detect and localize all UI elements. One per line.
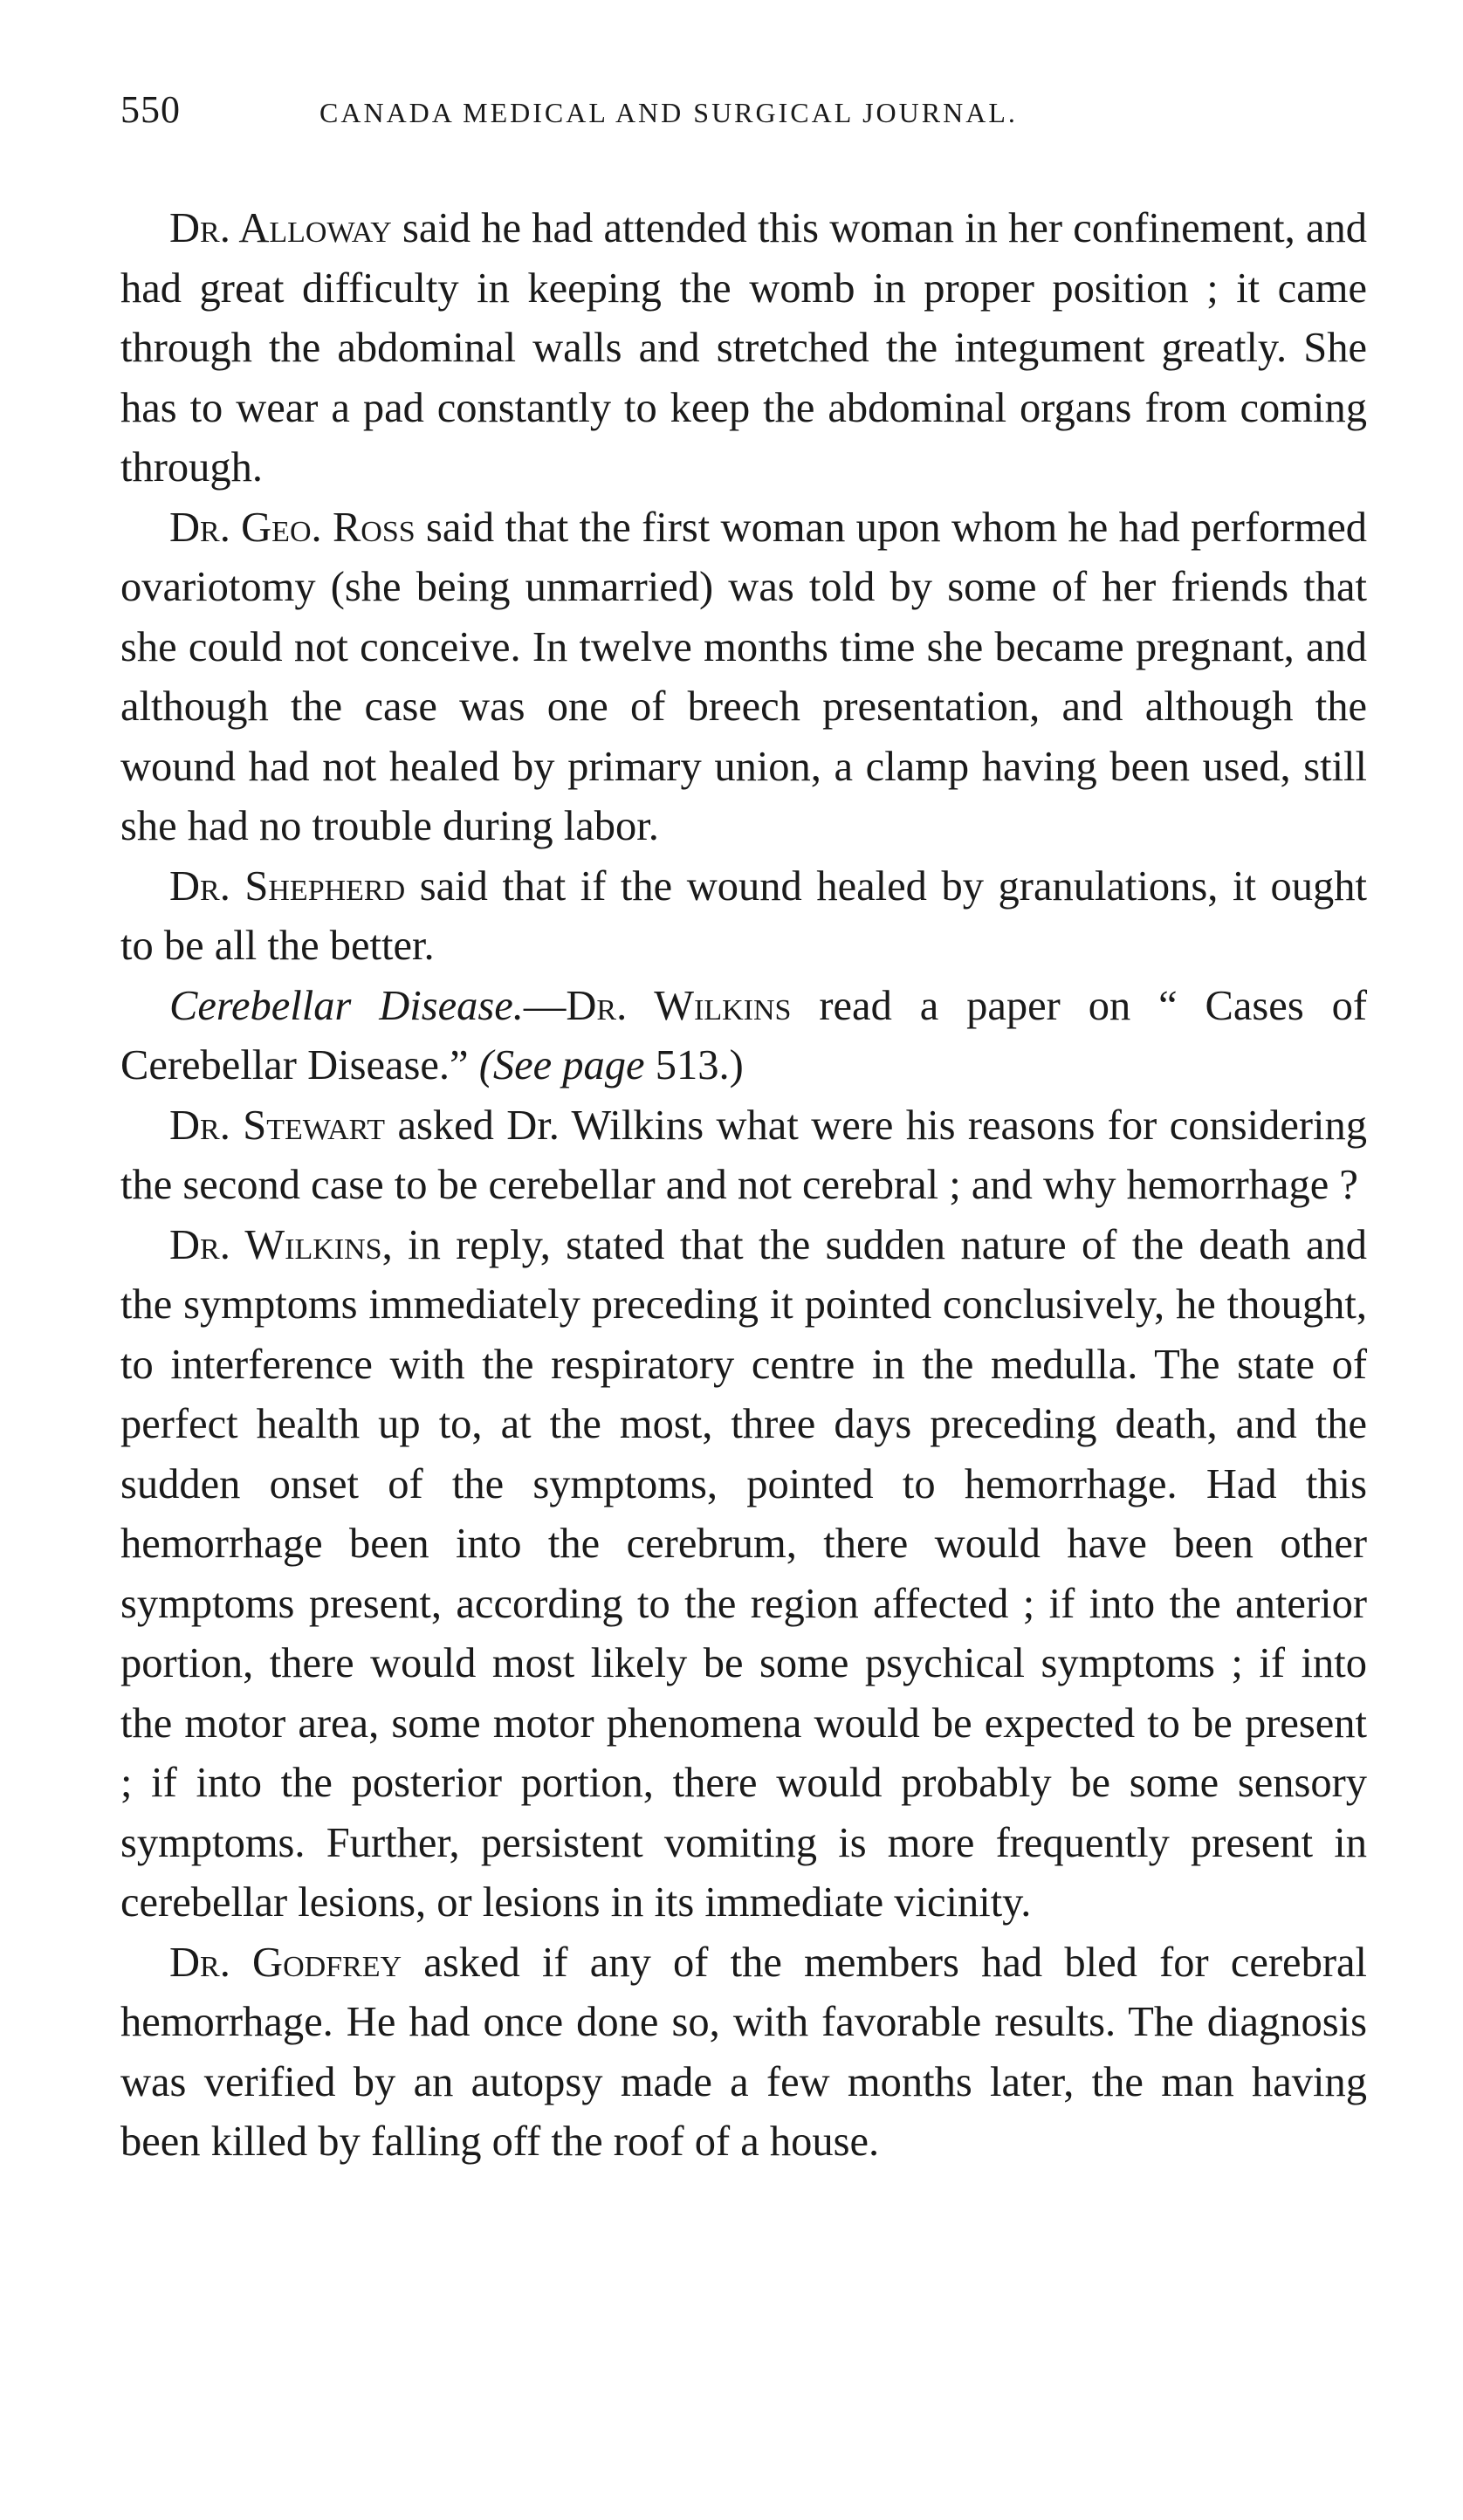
paragraph-text: asked Dr. Wilkins what were his reasons for considering the second case to be cerebellar and not cerebral ; and why hemorrhage ? [120, 1102, 1367, 1208]
paragraph-wilkins-reply [120, 1216, 1367, 1933]
speaker-name: Dr. Shepherd [169, 862, 406, 910]
speaker-name: Dr. Godfrey [169, 1939, 402, 1986]
page-reference-number: 513.) [644, 1042, 744, 1088]
body-text [120, 199, 1367, 2173]
speaker-name: Dr. Geo. Ross [169, 504, 416, 551]
running-head [120, 87, 1367, 148]
journal-title: CANADA MEDICAL AND SURGICAL JOURNAL. [319, 97, 1018, 128]
paragraph-shepherd [120, 857, 1367, 977]
journal-page [120, 87, 1367, 2173]
page-reference-see: See page [492, 1042, 645, 1088]
page-number: 550 [120, 88, 181, 131]
paragraph-ross [120, 498, 1367, 857]
em-dash: — [523, 982, 567, 1029]
section-title: Cerebellar Disease. [169, 982, 524, 1029]
paragraph-godfrey [120, 1933, 1367, 2173]
paragraph-alloway [120, 199, 1367, 498]
paragraph-stewart [120, 1096, 1367, 1216]
paragraph-text: said that if the wound healed by granulations, it ought to be all the better. [120, 862, 1367, 969]
speaker-name: Dr. Stewart [169, 1102, 386, 1149]
paragraph-text: asked if any of the members had bled for cerebral hemorrhage. He had once done so, with favorable results. The diagnosis was verified by an autopsy made a few months later, the man having been killed by falling off the roof of a house. [120, 1939, 1367, 2165]
paragraph-text: , in reply, stated that the sudden nature of the death and the symptoms immediately preceding it pointed conclusively, he thought, to interference with the respiratory centre in the medulla. The state of perfect health up to, at the most, three days preceding death, and the sudden onset of the symptoms, pointed to hemorrhage. Had this hemorrhage been into the cerebrum, there would have been other symptoms present, according to the region affected ; if into the anterior portion, there would most likely be some psychical symptoms ; if into the motor area, some motor phenomena would be expected to be present ; if into the posterior portion, there would probably be some sensory symptoms. Further, persistent vomiting is more frequently present in cerebellar lesions, or lesions in its immediate vicinity. [120, 1221, 1367, 1926]
speaker-name: Dr. Wilkins [566, 982, 792, 1029]
paragraph-cerebellar-disease [120, 977, 1367, 1096]
speaker-name: Dr. Wilkins [169, 1221, 382, 1268]
paragraph-text: read a paper on “ Cases of Cerebellar Disease.” [120, 982, 1367, 1088]
paragraph-text: said that the first woman upon whom he had performed ovariotomy (she being unmarried) was told by some of her friends that she could not conceive. In twelve months time she became pregnant, and although the case was one of breech presentation, and although the wound had not healed by primary union, a clamp having been used, still she had no trouble during labor. [120, 504, 1367, 849]
speaker-name: Dr. Alloway [169, 205, 392, 251]
paragraph-text: said he had attended this woman in her confinement, and had great difficulty in keeping the womb in proper position ; it came through the abdominal walls and stretched the integument greatly. She has to wear a pad constantly to keep the abdominal organs from coming through. [120, 205, 1367, 491]
page-reference-open: ( [478, 1042, 493, 1088]
